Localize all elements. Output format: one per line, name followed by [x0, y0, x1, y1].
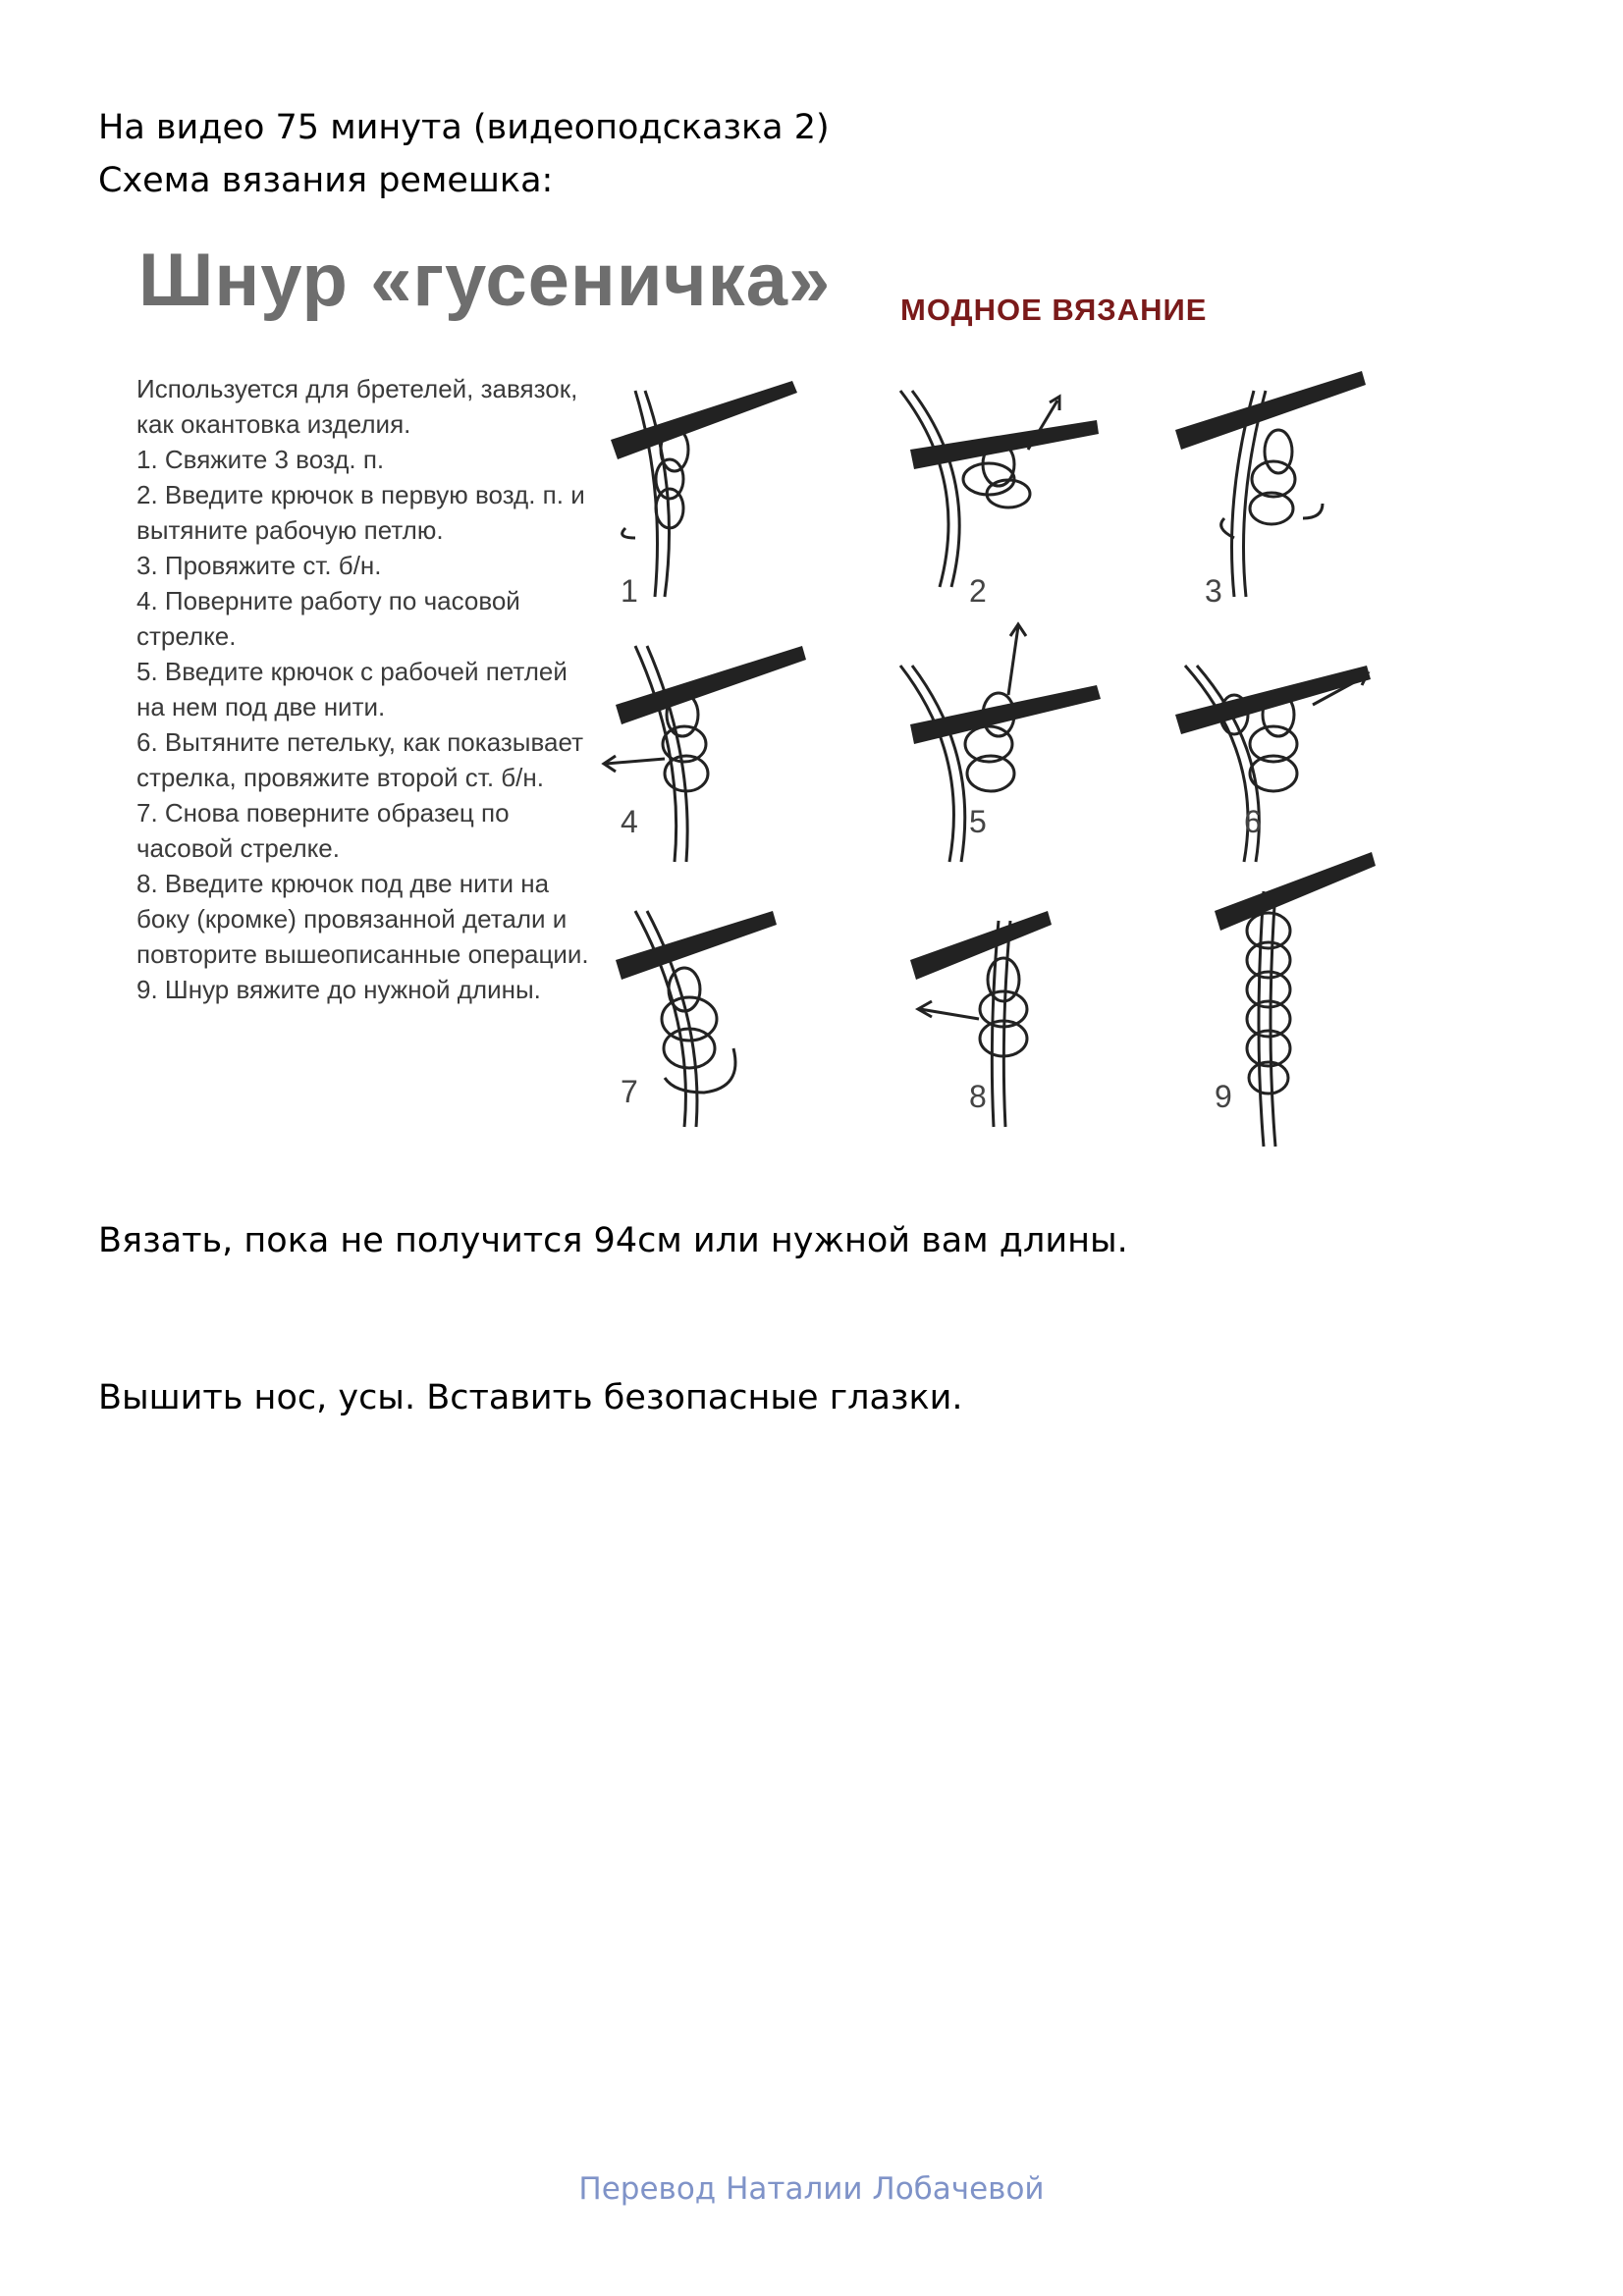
- crochet-diagram-8: [881, 901, 1116, 1137]
- knit-instruction: Вязать, пока не получится 94см или нужной вам длины.: [98, 1221, 1128, 1260]
- diagram-number: 9: [1215, 1079, 1232, 1114]
- diagram-number: 2: [969, 573, 987, 609]
- crochet-diagram-6: [1156, 636, 1391, 872]
- figure-step: 2. Введите крючок в первую возд. п. и вытяните рабочую петлю.: [136, 480, 585, 545]
- figure-intro: Используется для бретелей, завязок, как окантовка изделия.: [136, 374, 578, 439]
- crochet-diagram-3: [1156, 371, 1391, 607]
- crochet-diagram-4: [596, 636, 832, 872]
- figure-brand-logo: МОДНОЕ ВЯЗАНИЕ: [900, 293, 1208, 327]
- figure-step: 5. Введите крючок с рабочей петлей на нем под две нити.: [136, 657, 568, 721]
- crochet-diagram-7: [596, 901, 832, 1137]
- figure-step: 9. Шнур вяжите до нужной длины.: [136, 975, 541, 1004]
- figure-title: Шнур «гусеничка»: [138, 239, 832, 322]
- diagram-number: 5: [969, 804, 987, 839]
- figure-step: 8. Введите крючок под две нити на боку (кромке) провязанной детали и повторите вышеописанные операции.: [136, 869, 589, 969]
- diagram-number: 8: [969, 1079, 987, 1114]
- diagram-number: 4: [621, 804, 638, 839]
- figure-instructions: [136, 371, 598, 1007]
- finish-instruction: Вышить нос, усы. Вставить безопасные глазки.: [98, 1378, 963, 1417]
- figure-step: 6. Вытяните петельку, как показывает стрелка, провяжите второй ст. б/н.: [136, 727, 583, 792]
- crochet-diagram-2: [881, 371, 1116, 607]
- figure-step: 7. Снова поверните образец по часовой стрелке.: [136, 798, 510, 863]
- figure-step: 3. Провяжите ст. б/н.: [136, 551, 382, 580]
- crochet-scheme-figure: [95, 224, 1411, 1166]
- video-note: На видео 75 минута (видеоподсказка 2): [98, 108, 830, 147]
- diagram-number: 1: [621, 573, 638, 609]
- diagram-number: 7: [621, 1074, 638, 1109]
- scheme-heading: Схема вязания ремешка:: [98, 161, 554, 200]
- figure-step: 1. Свяжите 3 возд. п.: [136, 445, 385, 474]
- crochet-diagram-1: [596, 371, 832, 607]
- diagram-number: 6: [1244, 804, 1262, 839]
- crochet-diagram-5: [881, 636, 1116, 872]
- diagram-number: 3: [1205, 573, 1222, 609]
- translator-credit: Перевод Наталии Лобачевой: [578, 2171, 1045, 2207]
- figure-step: 4. Поверните работу по часовой стрелке.: [136, 586, 520, 651]
- crochet-diagram-9: [1156, 852, 1391, 1147]
